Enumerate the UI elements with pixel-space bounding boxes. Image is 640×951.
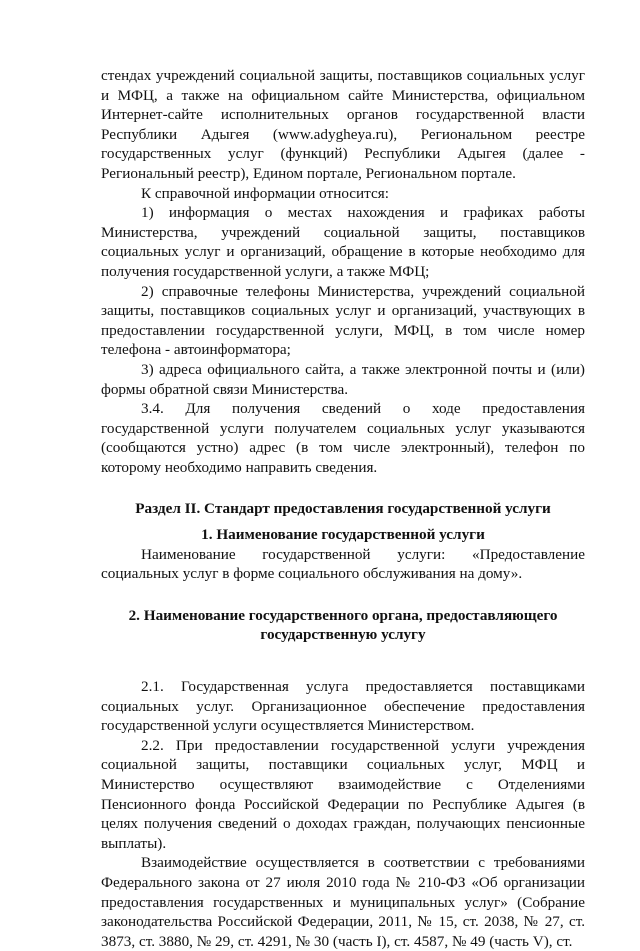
paragraph-interaction: Взаимодействие осуществляется в соответствии с требованиями Федерального закона от 27 июля 2010 года № 210-ФЗ «Об организации предоставления государственных и муниципальных услуг» (Собрание законодательства Российской Федерации, 2011, № 15, ст. 2038, № 27, ст. 3873, ст. 3880, № 29, ст. 4291, № 30 (часть I), ст. 4587, № 49 (часть V), ст.: [101, 854, 585, 950]
subheading-authority: 2. Наименование государственного органа, предоставляющего государственную услугу: [128, 606, 558, 644]
paragraph-continuation: стендах учреждений социальной защиты, поставщиков социальных услуг и МФЦ, а также на официальном сайте Министерства, официальном Интернет-сайте исполнительных органов государственной власти Республики Адыгея (www.adygheya.ru), Региональном реестре государственных услуг (функций) Республики Адыгея (далее - Региональный реестр), Едином портале, Региональном портале.: [101, 67, 585, 182]
paragraph-list-item-3: 3) адреса официального сайта, а также электронной почты и (или) формы обратной связи Министерства.: [101, 360, 585, 398]
subheading-service-name: 1. Наименование государственной услуги: [201, 526, 485, 544]
paragraph-service-name: Наименование государственной услуги: «Предоставление социальных услуг в форме социального обслуживания на дому».: [101, 545, 585, 583]
paragraph-2-1: 2.1. Государственная услуга предоставляется поставщиками социальных услуг. Организационное обеспечение предоставления государственной услуги осуществляется Министерством.: [101, 678, 585, 735]
paragraph-2-2: 2.2. При предоставлении государственной услуги учреждения социальной защиты, поставщики социальных услуг, МФЦ и Министерство осуществляют взаимодействие с Отделениями Пенсионного фонда Российской Федерации по Республике Адыгея (в целях получения сведений о доходах граждан, получающих пенсионные выплаты).: [101, 736, 585, 852]
paragraph-list-item-2: 2) справочные телефоны Министерства, учреждений социальной защиты, поставщиков социальных услуг и организаций, участвующих в предоставлении государственной услуги, МФЦ, в том числе номер телефона - автоинформатора;: [101, 282, 585, 359]
paragraph-3-4: 3.4. Для получения сведений о ходе предоставления государственной услуги получателем социальных услуг указываются (сообщаются устно) адрес (в том числе электронный), телефон по которому необходимо направить сведения.: [101, 400, 585, 476]
paragraph-list-item-1: 1) информация о местах нахождения и графиках работы Министерства, учреждений социальной защиты, поставщиков социальных услуг и организаций, обращение в которые необходимо для получения государственной услуги, а также МФЦ;: [101, 204, 585, 280]
section-heading: Раздел II. Стандарт предоставления государственной услуги: [135, 500, 551, 518]
document-body: [101, 66, 585, 951]
paragraph-reference-intro: К справочной информации относится:: [141, 184, 389, 202]
